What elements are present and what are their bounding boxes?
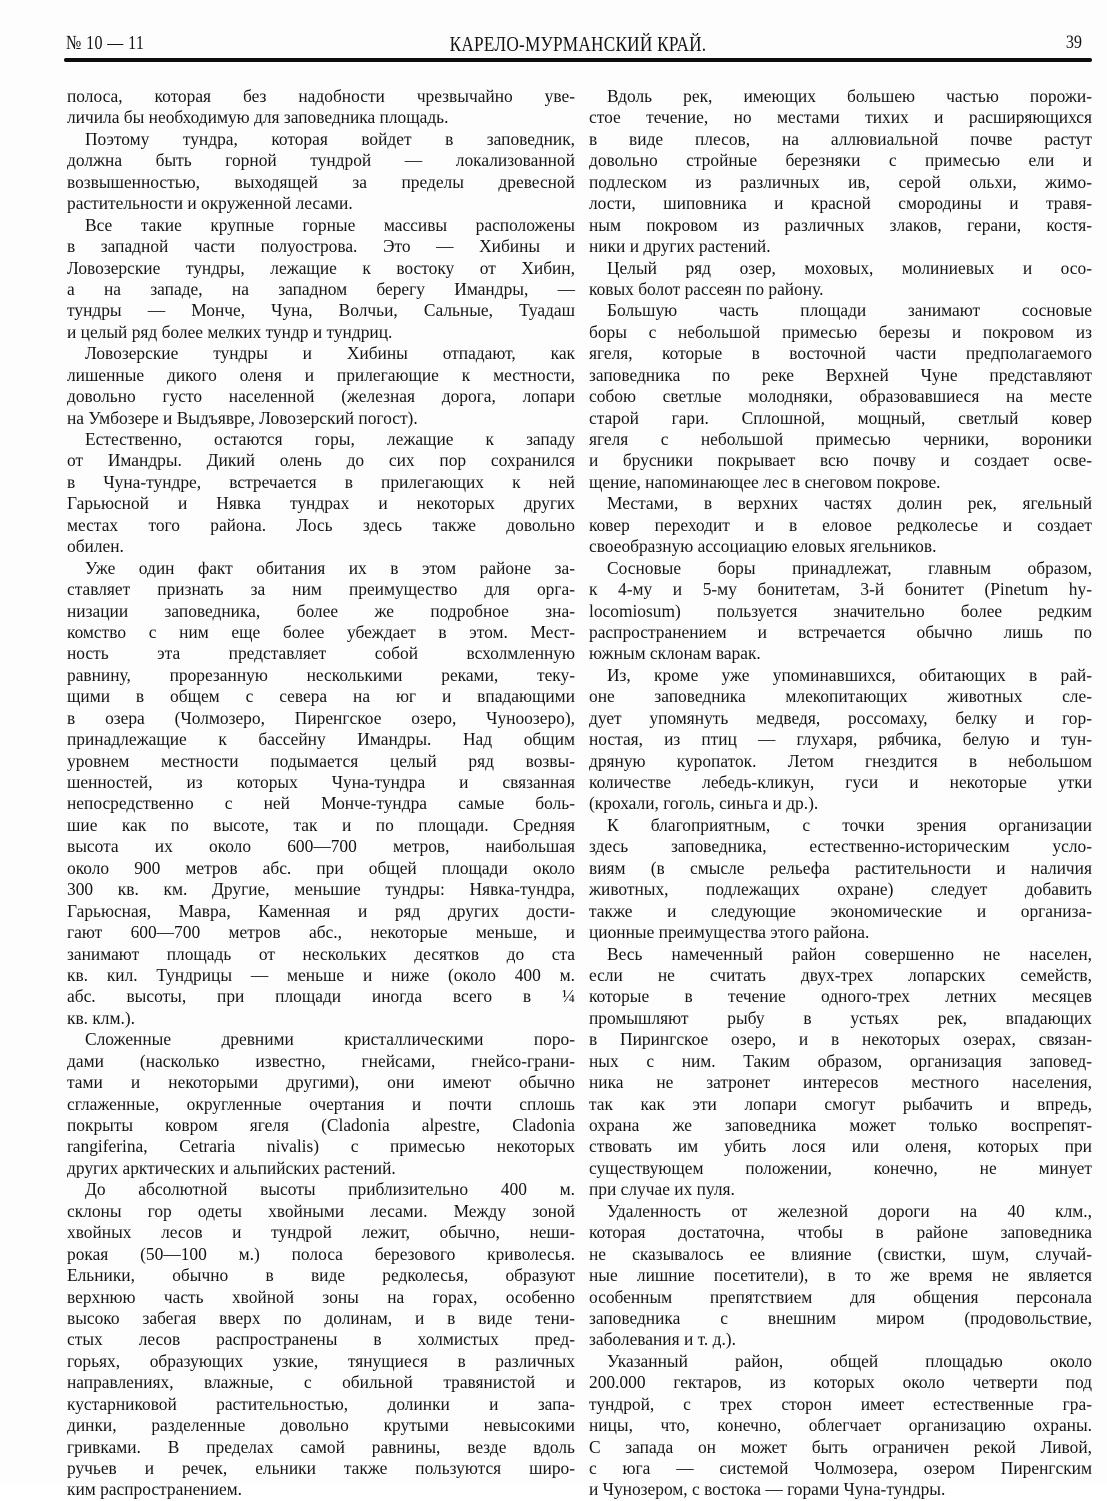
text-line: лишенные дикого оленя и прилегающие к местности,	[67, 364, 575, 385]
text-line: кв. кил. Тундрицы — меньше и ниже (около 400 м.	[67, 964, 575, 985]
text-line: Уже один факт обитания их в этом районе за-	[85, 557, 575, 578]
text-line: и брусники покрывает всю почву и создает осве-	[589, 450, 1092, 471]
text-line: виям (в смысле рельефа растительности и наличия	[589, 857, 1092, 878]
paragraph	[67, 86, 575, 129]
text-line: Вдоль рек, имеющих большею частью порожи-	[607, 86, 1092, 106]
text-line: ручьев и речек, ельники также пользуются широ-	[67, 1458, 575, 1478]
text-line: около 900 метров абс. при общей площади около	[67, 857, 575, 878]
text-line: ностая, из птиц — глухаря, рябчика, белую и тун-	[589, 729, 1092, 750]
text-line: ника не затронет интересов местного населения,	[589, 1072, 1092, 1093]
paragraph	[589, 86, 1092, 258]
text-line: кв. клм.).	[67, 1007, 135, 1028]
text-line: верхнюю часть хвойной зоны на горах, особенно	[67, 1286, 575, 1307]
text-line: Сосновые боры принадлежат, главным образом,	[607, 557, 1092, 578]
text-line: в Чуна-тундре, встречается в прилегающих к ней	[67, 471, 575, 492]
text-line: должна быть горной тундрой — локализованной	[67, 150, 575, 171]
text-line: Весь намеченный район совершенно не населен,	[607, 943, 1092, 964]
text-line: склоны гор одеты хвойными лесами. Между зоной	[67, 1200, 575, 1221]
text-line: С запада он может быть ограничен рекой Ливой,	[589, 1436, 1092, 1457]
text-line: южным склонам варак.	[589, 643, 761, 664]
text-line: подлеском из различных ив, серой ольхи, жимо-	[589, 171, 1092, 192]
text-line: щение, напоминающее лес в снеговом покрове.	[589, 471, 941, 492]
text-line: не сказывалось ее влияние (свистки, шум, случай-	[589, 1243, 1092, 1264]
text-line: животных, подлежащих охране) следует добавить	[589, 879, 1092, 900]
text-line: динки, разделенные довольно крутыми невысокими	[67, 1415, 575, 1436]
text-line: высоко забегая вверх по долинам, и в виде тени-	[67, 1307, 575, 1328]
paragraph	[589, 493, 1092, 557]
text-line: старой гари. Сплошной, мощный, светлый ковер	[589, 407, 1092, 428]
text-line: особенным препятствием для общения персонала	[589, 1286, 1092, 1307]
text-line: и Чунозером, с востока — горами Чуна-тундры.	[589, 1479, 946, 1500]
text-line: с юга — системой Чолмозера, озером Пиренгским	[589, 1458, 1092, 1478]
text-line: Гарьюсной и Нявка тундрах и некоторых других	[67, 493, 575, 514]
text-line: если не считать двух-трех лопарских семейств,	[589, 964, 1092, 985]
text-line: ягеля, которые в восточной части предполагаемого	[589, 343, 1092, 364]
text-line: покрыты ковром ягеля (Cladonia alpestre, Cladonia	[67, 1115, 575, 1135]
text-line: ставляет признать за ним преимущество для орга-	[67, 579, 575, 600]
paragraph	[67, 1179, 575, 1501]
text-line: уровнем местности подымается целый ряд возвы-	[67, 750, 575, 771]
text-line: ствовать им убить лося или оленя, которых при	[589, 1136, 1092, 1157]
text-line: охрана же заповедника может только воспрепят-	[589, 1115, 1092, 1135]
text-line: а на западе, на западном берегу Имандры, —	[67, 278, 575, 299]
text-line: местах того района. Лось здесь также довольно	[67, 514, 575, 535]
text-line: комство с ним еще более убеждает в этом. Мест-	[67, 621, 575, 642]
paragraph	[67, 558, 575, 1030]
text-line: Ловозерские тундры и Хибины отпадают, как	[85, 343, 575, 364]
text-line: личила бы необходимую для заповедника площадь.	[67, 107, 449, 128]
text-line: ницы, что, конечно, облегчает организацию охраны.	[589, 1415, 1092, 1436]
text-line: тундрой, с трех сторон имеет естественные гра-	[589, 1393, 1092, 1414]
text-line: ность эта представляет собой всхолмленную	[67, 643, 575, 664]
text-line: 200.000 гектаров, из которых около четверти под	[589, 1372, 1092, 1393]
page-header	[66, 30, 1090, 58]
text-line: ягеля с небольшой примесью черники, вороники	[589, 429, 1092, 449]
text-line: и целый ряд более мелких тундр и тундриц.	[67, 321, 393, 342]
text-line: к 4-му и 5-му бонитетам, 3-й бонитет (Pinetum hy-	[589, 579, 1092, 600]
page-number: 39	[1065, 32, 1082, 53]
text-line: ционные преимущества этого района.	[589, 922, 870, 943]
paragraph	[589, 665, 1092, 815]
paragraph	[589, 258, 1092, 301]
paragraph	[67, 429, 575, 558]
text-line: при случае их пуля.	[589, 1179, 735, 1200]
text-line: собою светлые молодняки, образовавшиеся на месте	[589, 386, 1092, 407]
text-line: хвойных лесов и тундрой лежит, обычно, неши-	[67, 1222, 575, 1243]
publication-title: КАРЕЛО-МУРМАНСКИЙ КРАЙ.	[449, 32, 707, 56]
right-column	[589, 86, 1092, 1501]
text-line: от Имандры. Дикий олень до сих пор сохранился	[67, 450, 575, 471]
text-line: До абсолютной высоты приблизительно 400 м.	[85, 1179, 575, 1200]
paragraph	[589, 300, 1092, 493]
text-line: принадлежащие к бассейну Имандры. Над общим	[67, 729, 575, 750]
text-line: полоса, которая без надобности чрезвычайно уве-	[67, 86, 575, 106]
text-line: Указанный район, общей площадью около	[607, 1350, 1092, 1371]
text-line: гривками. В пределах самой равнины, везде вдоль	[67, 1436, 575, 1457]
text-line: рокая (50—100 м.) полоса березового криволесья.	[67, 1243, 575, 1264]
text-line: количестве лебедь-кликун, гуси и некоторые утки	[589, 772, 1092, 792]
text-line: К благоприятным, с точки зрения организации	[607, 814, 1092, 835]
text-line: Ельники, обычно в виде редколесья, образуют	[67, 1265, 575, 1286]
text-line: шие как по высоте, так и по площади. Средняя	[67, 814, 575, 835]
text-line: в западной части полуострова. Это — Хибины и	[67, 236, 575, 257]
issue-number: № 10 — 11	[66, 32, 145, 54]
text-line: кустарниковой растительностью, долинки и запа-	[67, 1393, 575, 1414]
text-line: направлениях, влажные, с обильной травянистой и	[67, 1372, 575, 1393]
text-line: гают 600—700 метров абс., некоторые меньше, и	[67, 922, 575, 943]
text-line: Большую часть площади занимают сосновые	[607, 300, 1092, 321]
text-line: тундры — Монче, Чуна, Волчьи, Сальные, Туадаш	[67, 300, 575, 321]
text-line: в виде плесов, на аллювиальной почве растут	[589, 128, 1092, 149]
text-line: rangiferina, Cetraria nivalis) с примесью некоторых	[67, 1136, 575, 1157]
text-line: Поэтому тундра, которая войдет в заповедник,	[85, 128, 575, 149]
text-line: низации заповедника, более же подробное зна-	[67, 600, 575, 621]
text-line: заповедника с внешним миром (продовольствие,	[589, 1307, 1092, 1328]
text-line: горьях, образующих узкие, тянущиеся в различных	[67, 1350, 575, 1371]
text-line: непосредственно с ней Монче-тундра самые боль-	[67, 793, 575, 814]
text-line: Гарьюсная, Мавра, Каменная и ряд других дости-	[67, 900, 575, 921]
text-line: высота их около 600—700 метров, наибольшая	[67, 836, 575, 857]
text-line: абс. высоты, при площади иногда всего в ¼	[67, 986, 575, 1007]
text-line: довольно стройные березняки с примесью ели и	[589, 150, 1092, 171]
text-line: равнину, прорезанную несколькими реками, теку-	[67, 664, 575, 685]
text-line: дряную куропаток. Летом гнездится в небольшом	[589, 750, 1092, 771]
text-line: (крохали, гоголь, синьга и др.).	[589, 793, 819, 814]
text-line: в Пирингское озеро, и в некоторых озерах, связан-	[589, 1029, 1092, 1050]
text-line: оне заповедника млекопитающих животных сле-	[589, 686, 1092, 707]
text-line: сглаженные, округленные очертания и почти сплошь	[67, 1093, 575, 1114]
text-line: ных с ним. Таким образом, организация заповед-	[589, 1050, 1092, 1071]
text-line: на Умбозере и Выдъявре, Ловозерский погост).	[67, 407, 418, 428]
text-line: Из, кроме уже упоминавшихся, обитающих в рай-	[607, 664, 1092, 685]
text-line: Целый ряд озер, моховых, молиниевых и осо-	[607, 257, 1092, 278]
text-line: которые в течение одного-трех летних месяцев	[589, 986, 1092, 1007]
text-line: также и следующие экономические и организа-	[589, 900, 1092, 921]
text-line: существующем положении, конечно, не минует	[589, 1157, 1092, 1178]
text-line: Местами, в верхних частях долин рек, ягельный	[607, 493, 1092, 514]
text-line: ковых болот рассеян по району.	[589, 278, 824, 299]
text-line: ники и других растений.	[589, 236, 771, 257]
text-line: распространением и встречается обычно лишь по	[589, 621, 1092, 642]
text-line: стых лесов распространены в холмистых пред-	[67, 1329, 575, 1350]
text-line: занимают площадь от нескольких десятков до ста	[67, 943, 575, 964]
text-line: locomiosum) пользуется значительно более редким	[589, 600, 1092, 621]
text-line: дует упомянуть медведя, россомаху, белку и гор-	[589, 707, 1092, 728]
paragraph	[589, 1351, 1092, 1501]
text-line: ковер переходит и в еловое редколесье и создает	[589, 514, 1092, 535]
paragraph	[67, 343, 575, 429]
text-line: заболевания и т. д.).	[589, 1329, 736, 1350]
text-line: в озера (Чолмозеро, Пиренгское озеро, Чуноозеро),	[67, 707, 575, 728]
text-line: Удаленность от железной дороги на 40 клм.,	[607, 1200, 1092, 1221]
paragraph	[589, 1201, 1092, 1351]
text-line: заповедника по реке Верхней Чуне представляют	[589, 364, 1092, 385]
text-line: своеобразную ассоциацию еловых ягельников.	[589, 536, 937, 557]
text-line: которая достаточна, чтобы в районе заповедника	[589, 1222, 1092, 1243]
paragraph	[589, 558, 1092, 665]
text-line: растительности и окруженной лесами.	[67, 193, 353, 214]
text-line: Сложенные древними кристаллическими поро-	[85, 1029, 575, 1050]
text-line: тами и некоторыми другими), они имеют обычно	[67, 1072, 575, 1093]
text-line: дами (насколько известно, гнейсами, гнейсо-грани-	[67, 1050, 575, 1071]
text-line: так как эти лопари смогут рыбачить и впредь,	[589, 1093, 1092, 1114]
left-column	[67, 86, 575, 1501]
text-line: ные лишние посетители), в то же время не является	[589, 1265, 1092, 1286]
text-line: 300 кв. км. Другие, меньшие тундры: Нявка-тундра,	[67, 879, 575, 900]
text-line: Все такие крупные горные массивы расположены	[85, 214, 575, 235]
text-line: довольно густо населенной (железная дорога, лопари	[67, 386, 575, 407]
text-line: щими в общем с севера на юг и впадающими	[67, 686, 575, 707]
text-line: возвышенностью, выходящей за пределы древесной	[67, 171, 575, 192]
text-line: лости, шиповника и красной смородины и травя-	[589, 193, 1092, 214]
paragraph	[589, 815, 1092, 944]
paragraph	[67, 215, 575, 344]
text-line: Естественно, остаются горы, лежащие к западу	[85, 429, 575, 449]
text-line: шенностей, из которых Чуна-тундра и связанная	[67, 772, 575, 792]
text-line: стое течение, но местами тихих и расширяющихся	[589, 107, 1092, 128]
text-line: других арктических и альпийских растений.	[67, 1157, 396, 1178]
text-line: Ловозерские тундры, лежащие к востоку от Хибин,	[67, 257, 575, 278]
header-rule	[64, 58, 1092, 62]
text-line: боры с небольшой примесью березы и покровом из	[589, 321, 1092, 342]
text-line: ным покровом из различных злаков, герани, костя-	[589, 214, 1092, 235]
text-line: обилен.	[67, 536, 124, 557]
paragraph	[589, 944, 1092, 1201]
paragraph	[67, 1029, 575, 1179]
text-line: ким распространением.	[67, 1479, 243, 1500]
text-line: здесь заповедника, естественно-историческим усло-	[589, 836, 1092, 857]
text-line: промышляют рыбу в устьях рек, впадающих	[589, 1007, 1092, 1028]
paragraph	[67, 129, 575, 215]
